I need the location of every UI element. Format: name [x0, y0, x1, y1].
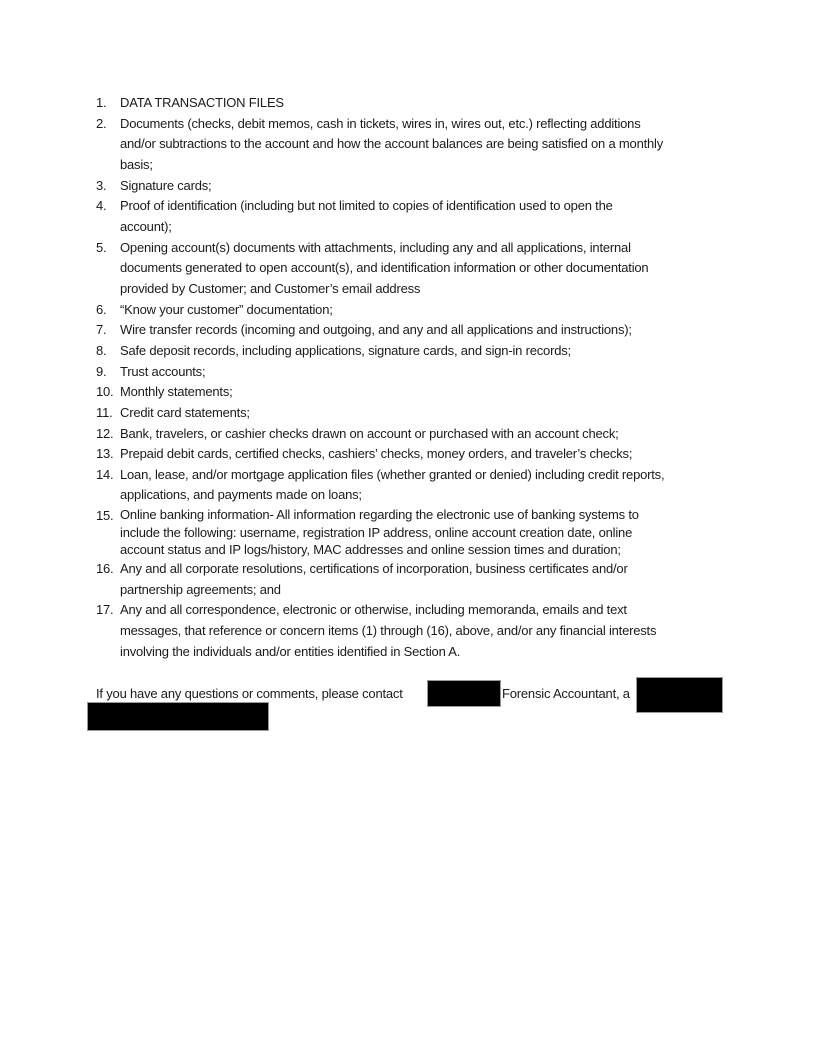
list-item-line: documents generated to open account(s), and identification information or other documentation	[120, 260, 649, 276]
list-item-number: 4.	[96, 198, 107, 214]
list-item-number: 1.	[96, 95, 107, 110]
redaction-box-second-line	[88, 703, 268, 730]
list-item-line: Signature cards;	[120, 177, 212, 193]
list-item-line: applications, and payments made on loans;	[120, 487, 362, 503]
list-item	[96, 196, 756, 237]
list-item-text	[120, 465, 756, 506]
list-item-line: Loan, lease, and/or mortgage application files (whether granted or denied) including credit reports,	[120, 466, 665, 482]
list-item-text	[120, 196, 756, 237]
list-item-text	[120, 506, 756, 559]
list-item	[96, 176, 756, 197]
list-item-line: Monthly statements;	[120, 384, 233, 400]
closing-text-between: Forensic Accountant, a	[502, 686, 630, 701]
numbered-list	[96, 93, 756, 662]
list-item	[96, 465, 756, 506]
list-item-line: and/or subtractions to the account and how the account balances are being satisfied on a monthly	[120, 136, 664, 152]
list-item	[96, 424, 756, 445]
redaction-box-contact-name	[428, 681, 500, 706]
list-item-line: Safe deposit records, including applications, signature cards, and sign-in records;	[120, 342, 571, 358]
list-item-number: 6.	[96, 301, 107, 317]
closing-paragraph	[96, 684, 756, 734]
list-item-text	[120, 341, 756, 362]
list-item-number: 7.	[96, 322, 107, 338]
list-item-line: involving the individuals and/or entities identified in Section A.	[120, 643, 461, 659]
list-item-line: Documents (checks, debit memos, cash in tickets, wires in, wires out, etc.) reflecting additions	[120, 115, 641, 131]
list-item-number: 11.	[96, 404, 113, 420]
list-item-line: Opening account(s) documents with attachments, including any and all applications, internal	[120, 239, 631, 255]
list-item-number: 5.	[96, 239, 107, 255]
list-item-line: Any and all corporate resolutions, certifications of incorporation, business certificates and/or	[120, 560, 628, 576]
list-item-line: include the following: username, registration IP address, online account creation date, online	[120, 524, 633, 540]
list-item-line: Wire transfer records (incoming and outgoing, and any and all applications and instructions);	[120, 322, 632, 338]
closing-line-1	[96, 684, 756, 704]
list-item	[96, 300, 756, 321]
list-item-text	[120, 114, 756, 176]
list-item-line: Online banking information- All information regarding the electronic use of banking systems to	[120, 507, 639, 523]
list-item-line: Prepaid debit cards, certified checks, cashiers’ checks, money orders, and traveler’s checks;	[120, 446, 633, 462]
list-item-text	[120, 382, 756, 403]
list-item-text	[120, 362, 756, 383]
list-item	[96, 444, 756, 465]
list-item	[96, 382, 756, 403]
list-item-number: 9.	[96, 363, 107, 379]
list-item-text	[120, 424, 756, 445]
list-item-line: messages, that reference or concern items (1) through (16), above, and/or any financial interests	[120, 622, 657, 638]
list-item	[96, 238, 756, 300]
list-item-number: 13.	[96, 446, 114, 462]
list-item	[96, 320, 756, 341]
list-item-line: “Know your customer” documentation;	[120, 301, 333, 317]
list-item	[96, 403, 756, 424]
list-item-number: 12.	[96, 425, 114, 441]
list-item-line: partnership agreements; and	[120, 581, 281, 597]
list-item-text	[120, 320, 756, 341]
list-item-line: account);	[120, 218, 172, 234]
list-item-number: 14.	[96, 466, 114, 482]
list-item-text	[120, 238, 756, 300]
closing-text-before: If you have any questions or comments, please contact	[96, 686, 403, 701]
list-item-text	[120, 600, 756, 662]
list-item-text	[120, 403, 756, 424]
list-item-line: DATA TRANSACTION FILES	[120, 95, 284, 110]
list-item-line: Bank, travelers, or cashier checks drawn on account or purchased with an account check;	[120, 425, 619, 441]
list-item-line: provided by Customer; and Customer’s email address	[120, 280, 421, 296]
list-item-line: basis;	[120, 156, 153, 172]
list-item	[96, 93, 756, 114]
list-item-line: Any and all correspondence, electronic or otherwise, including memoranda, emails and text	[120, 602, 627, 618]
list-item-text	[120, 559, 756, 600]
list-item-number: 17.	[96, 602, 114, 618]
list-item	[96, 362, 756, 383]
redaction-box-contact-info	[637, 678, 722, 712]
list-item-line: Proof of identification (including but not limited to copies of identification used to open the	[120, 198, 613, 214]
list-item-text	[120, 300, 756, 321]
list-item-number: 3.	[96, 177, 107, 193]
list-item-number: 10.	[96, 384, 114, 400]
list-item-line: account status and IP logs/history, MAC addresses and online session times and duration;	[120, 542, 621, 558]
list-item-number: 2.	[96, 115, 107, 131]
list-item-line: Trust accounts;	[120, 363, 206, 379]
list-item-text	[120, 176, 756, 197]
list-item-text	[120, 444, 756, 465]
list-item	[96, 114, 756, 176]
list-item-text	[120, 93, 756, 114]
list-item-number: 16.	[96, 560, 114, 576]
list-item-number: 8.	[96, 342, 107, 358]
list-item	[96, 341, 756, 362]
list-item	[96, 600, 756, 662]
list-item-number: 15.	[96, 508, 114, 524]
list-item	[96, 559, 756, 600]
list-item-line: Credit card statements;	[120, 404, 250, 420]
list-item	[96, 506, 756, 559]
